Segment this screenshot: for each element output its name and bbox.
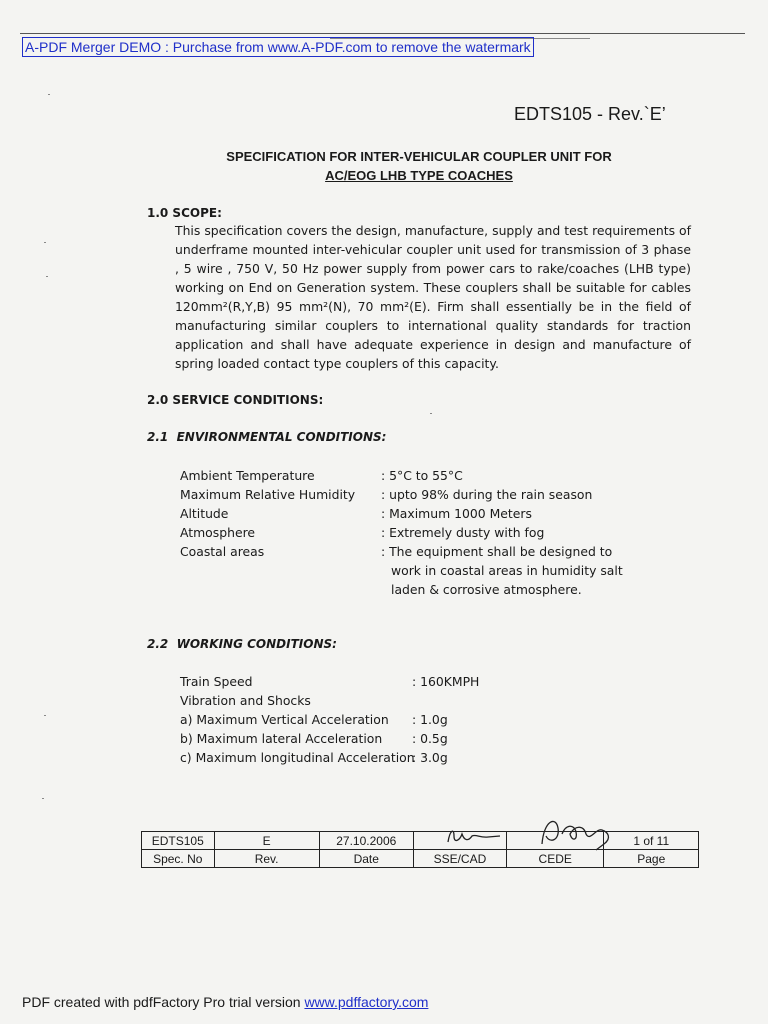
sse-cad-label: SSE/CAD [413,850,506,868]
scan-speck [44,715,46,716]
work-value: : 1.0g [412,712,448,727]
service-conditions-heading: 2.0 SERVICE CONDITIONS: [147,393,324,407]
work-label: c) Maximum longitudinal Acceleration [180,750,415,765]
env-value: : The equipment shall be designed to [381,544,613,559]
spec-no-label: Spec. No [142,850,215,868]
scope-heading: 1.0 SCOPE: [147,206,222,220]
work-label: Train Speed [180,674,253,689]
scan-speck [42,798,44,799]
env-label: Atmosphere [180,525,256,540]
env-value: : upto 98% during the rain season [381,487,593,502]
work-value: : 0.5g [412,731,448,746]
scan-speck [46,276,48,277]
scan-speck [430,413,432,414]
work-value: : 160KMPH [412,674,480,689]
date-label: Date [319,850,413,868]
env-label: Altitude [180,506,229,521]
watermark-banner[interactable]: A-PDF Merger DEMO : Purchase from www.A-PDF.com to remove the watermark [22,37,534,57]
pdffactory-link[interactable]: www.pdffactory.com [304,994,429,1010]
env-label: Coastal areas [180,544,265,559]
env-value: : 5°C to 55°C [381,468,463,483]
env-value-continued: laden & corrosive atmosphere. [391,582,582,597]
work-label: b) Maximum lateral Acceleration [180,731,383,746]
rev-value: E [214,832,319,850]
scan-speck [44,242,46,243]
document-title-line-2: AC/EOG LHB TYPE COACHES [325,168,513,183]
cede-signature-icon [532,814,632,854]
rev-label: Rev. [214,850,319,868]
work-value: : 3.0g [412,750,448,765]
page-label: Page [604,850,699,868]
pdf-footer [22,994,428,1010]
top-rule [20,33,745,34]
sse-cad-signature-icon [440,824,520,850]
env-label: Ambient Temperature [180,468,315,483]
date-value: 27.10.2006 [319,832,413,850]
pdf-footer-text: PDF created with pdfFactory Pro trial version [22,994,305,1010]
environmental-conditions-heading: 2.1 ENVIRONMENTAL CONDITIONS: [147,430,387,444]
work-label: Vibration and Shocks [180,693,311,708]
work-label: a) Maximum Vertical Acceleration [180,712,389,727]
env-value: : Extremely dusty with fog [381,525,545,540]
document-reference: EDTS105 - Rev.`E’ [514,104,666,124]
env-label: Maximum Relative Humidity [180,487,356,502]
env-value-continued: work in coastal areas in humidity salt [391,563,623,578]
working-conditions-heading: 2.2 WORKING CONDITIONS: [147,637,337,651]
env-value: : Maximum 1000 Meters [381,506,532,521]
spec-no-value: EDTS105 [142,832,215,850]
page-value: 1 of 11 [604,832,699,850]
scope-paragraph: This specification covers the design, manufacture, supply and test requirements of underframe mounted inter-vehicular coupler unit used for transmission of 3 phase , 5 wire , 750 V, 50 Hz power supply from power cars to rake/coaches (LHB type) working on End on Generation system. These couplers shall be suitable for cables 120mm²(R,Y,B) 95 mm²(N), 70 mm²(E). Firm shall essentially be in the field of manufacturing similar couplers to international quality standards for traction application and shall have adequate experience in design and manufacture of spring loaded contact type couplers of this capacity. [175,223,691,371]
document-title-line-1: SPECIFICATION FOR INTER-VEHICULAR COUPLER UNIT FOR [226,149,612,164]
cede-label: CEDE [506,850,604,868]
scan-speck [48,94,50,95]
